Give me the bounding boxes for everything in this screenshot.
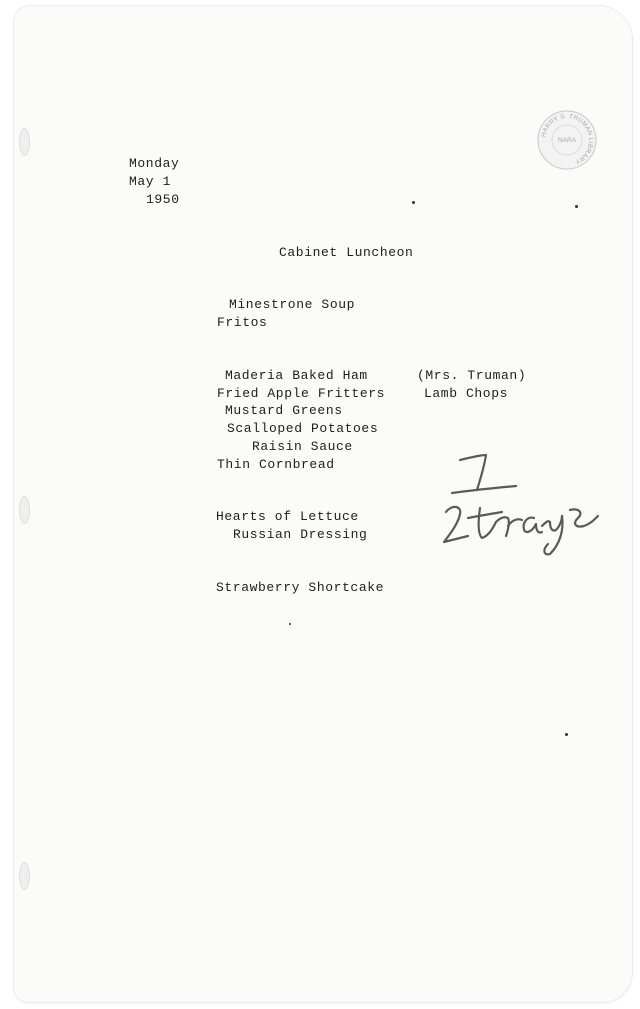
menu-item-raisin-sauce: Raisin Sauce — [252, 439, 353, 454]
menu-item-dressing: Russian Dressing — [233, 527, 368, 542]
menu-item-ham: Maderia Baked Ham — [225, 368, 368, 383]
stamp-ring-text: HARRY S. TRUMAN LIBRARY — [540, 112, 595, 166]
menu-item-fritters: Fried Apple Fritters — [217, 386, 386, 401]
menu-item-soup-side: Fritos — [217, 315, 268, 330]
punch-hole-middle — [19, 496, 30, 524]
menu-item-greens: Mustard Greens — [225, 403, 343, 418]
handwritten-note — [438, 446, 604, 558]
date-day: Monday — [129, 156, 180, 171]
menu-item-salad: Hearts of Lettuce — [216, 509, 359, 524]
menu-item-soup: Minestrone Soup — [229, 297, 356, 312]
menu-title: Cabinet Luncheon — [279, 245, 414, 260]
paper-speck — [575, 205, 578, 208]
stamp-center-text: NARA — [557, 137, 577, 144]
menu-item-potatoes: Scalloped Potatoes — [227, 421, 379, 436]
menu-item-dessert: Strawberry Shortcake — [216, 580, 385, 595]
date-month-day: May 1 — [129, 174, 172, 189]
paper-speck — [565, 733, 568, 736]
punch-hole-top — [19, 128, 30, 156]
paper-speck — [412, 201, 415, 204]
menu-item-cornbread: Thin Cornbread — [217, 457, 335, 472]
alternate-note: (Mrs. Truman) — [417, 368, 527, 383]
alternate-dish: Lamb Chops — [424, 386, 509, 401]
archive-stamp — [536, 109, 598, 171]
date-year: 1950 — [146, 192, 180, 207]
paper-speck — [289, 623, 291, 625]
punch-hole-bottom — [19, 862, 30, 890]
